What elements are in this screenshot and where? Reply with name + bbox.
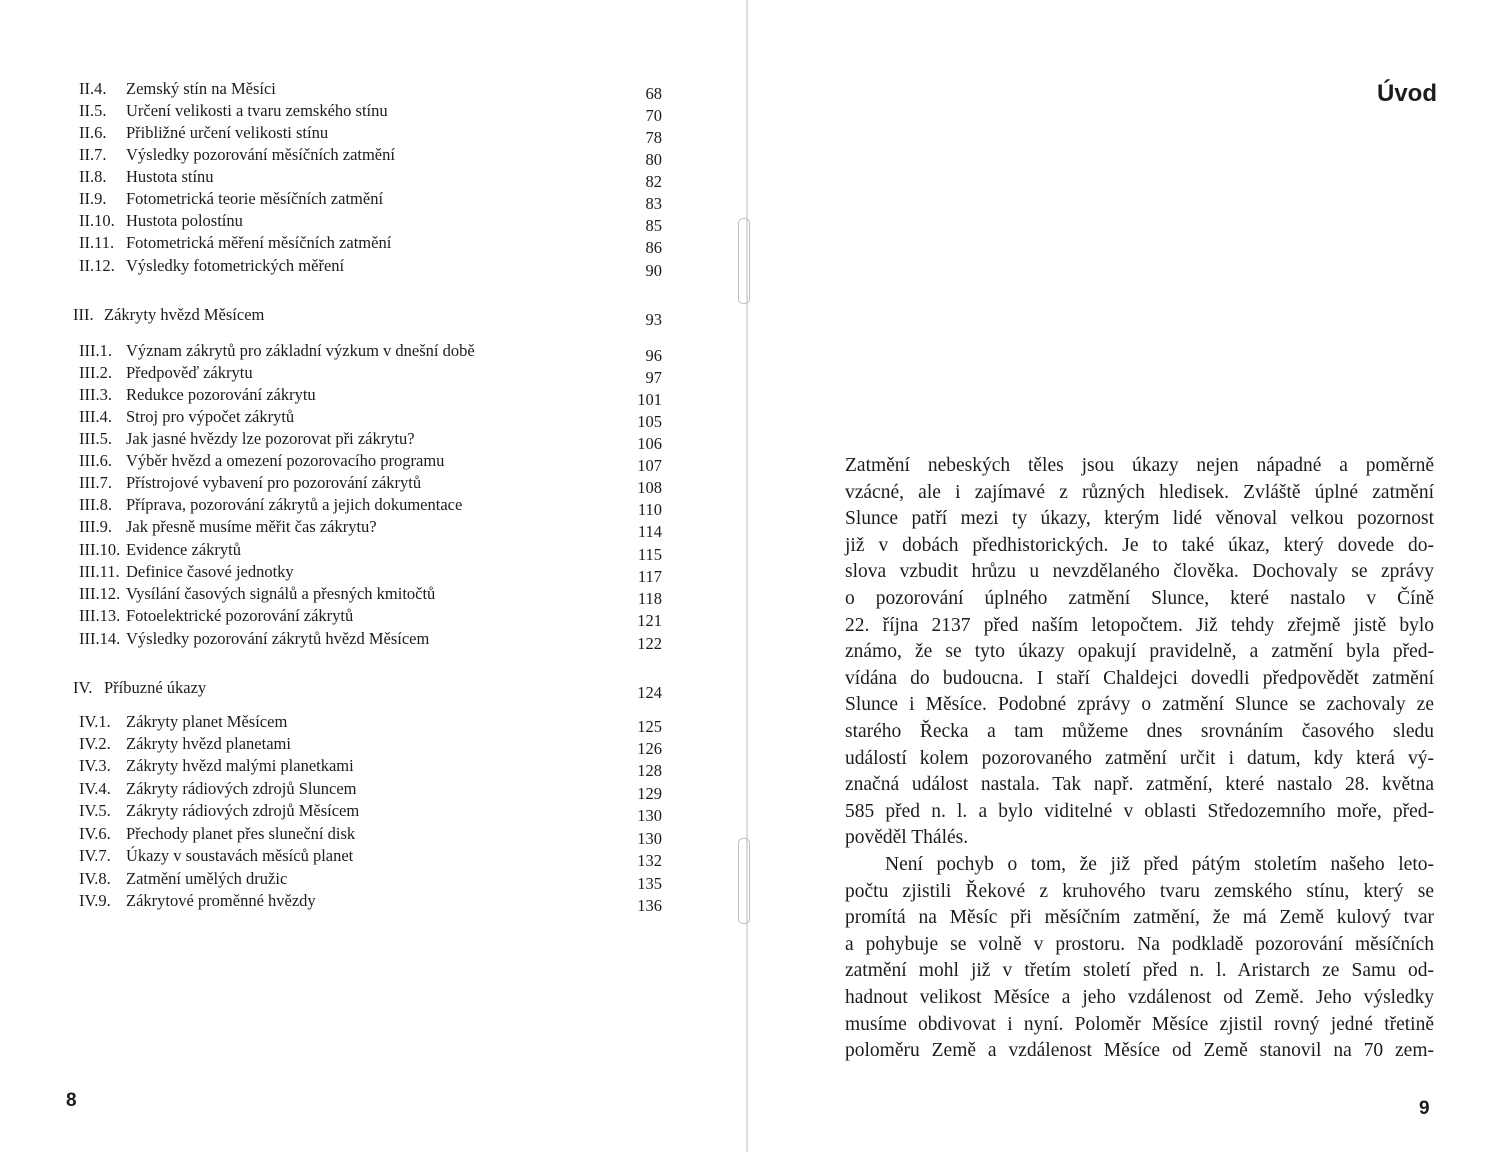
toc-entry-page: 129 — [637, 784, 662, 803]
toc-entry-number: III.11. — [79, 562, 120, 581]
toc-entry-number: III.6. — [79, 451, 112, 470]
body-text-line: poloměru Země a vzdálenost Měsíce od Země stanovil na 70 zem- — [845, 1040, 1434, 1062]
toc-entry-title: Hustota polostínu — [126, 211, 243, 230]
toc-entry — [0, 450, 680, 475]
toc-entry-number: II.12. — [79, 256, 115, 275]
toc-entry-page: 106 — [637, 434, 662, 453]
toc-entry — [0, 539, 680, 564]
toc-entry-number: III.4. — [79, 407, 112, 426]
toc-entry-title: Zatmění umělých družic — [126, 869, 288, 888]
toc-entry — [0, 144, 680, 169]
toc-entry-page: 85 — [645, 216, 662, 235]
toc-entry — [0, 628, 680, 653]
toc-entry-number: III.12. — [79, 584, 121, 603]
toc-entry-title: Přechody planet přes sluneční disk — [126, 824, 356, 843]
toc-entry-page: 107 — [637, 456, 662, 475]
body-text-line: počtu zjistili Řekové z kruhového tvaru zemského stínu, který se — [845, 880, 1434, 902]
binding-mark — [738, 838, 750, 924]
toc-entry — [0, 406, 680, 431]
toc-entry-page: 101 — [637, 390, 662, 409]
toc-entry-page: 132 — [637, 851, 662, 870]
toc-entry-title: Hustota stínu — [126, 167, 214, 186]
body-text-line: promítá na Měsíc při měsíčním zatmění, že má Země kulový tvar — [845, 907, 1434, 929]
body-text-line: událostí kolem pozorovaného zatmění určit i datum, kdy která vý- — [845, 747, 1434, 769]
toc-entry-title: Zákryty hvězd planetami — [126, 734, 291, 753]
toc-entry-page: 128 — [637, 761, 662, 780]
book-gutter — [746, 0, 748, 1152]
toc-entry — [0, 188, 680, 213]
toc-entry — [0, 340, 680, 365]
toc-entry — [0, 733, 680, 758]
body-text-line: vzácné, ale i zajímavé z různých hledisek. Zvláště úplné zatmění — [845, 481, 1434, 503]
toc-entry-number: III.1. — [79, 341, 112, 360]
toc-entry-number: IV.9. — [79, 891, 111, 910]
body-text-line: Není pochyb o tom, že již před pátým stoletím našeho leto- — [885, 854, 1434, 875]
toc-entry-number: II.9. — [79, 189, 107, 208]
toc-entry-number: III.7. — [79, 473, 112, 492]
toc-entry — [0, 845, 680, 870]
toc-entry-title: Fotoelektrické pozorování zákrytů — [126, 606, 354, 625]
toc-entry-number: III.3. — [79, 385, 112, 404]
body-text-line: Slunce i Měsíce. Podobné zprávy o zatmění Slunce se zachovaly ze — [845, 694, 1434, 716]
body-text-line: starého Řecka a tam můžeme dnes srovnáním časového sledu — [845, 721, 1434, 742]
toc-entry — [0, 755, 680, 780]
toc-entry-title: Zákrytové proměnné hvězdy — [126, 891, 316, 910]
toc-entry-title: Výsledky fotometrických měření — [126, 256, 345, 275]
toc-entry-number: IV.2. — [79, 734, 111, 753]
body-text-line: Slunce patří mezi ty úkazy, kterým lidé věnoval velkou pozornost — [845, 508, 1434, 530]
toc-entry-title: Příprava, pozorování zákrytů a jejich dokumentace — [126, 495, 463, 514]
toc-entry-title: Výběr hvězd a omezení pozorovacího programu — [126, 451, 445, 470]
toc-entry — [0, 890, 680, 915]
body-text-line: musíme obdivovat i nyní. Poloměr Měsíce zjistil rovný jedné třetině — [845, 1013, 1434, 1035]
toc-entry-title: Vysílání časových signálů a přesných kmitočtů — [126, 584, 436, 603]
toc-part-entry — [0, 304, 680, 329]
toc-entry-number: IV.1. — [79, 712, 111, 731]
toc-part-entry — [0, 677, 680, 702]
toc-entry-number: IV.7. — [79, 846, 111, 865]
toc-entry-page: 122 — [637, 634, 662, 653]
body-text-line: 585 před n. l. a bylo viditelné v oblasti Středozemního moře, před- — [845, 800, 1434, 822]
toc-entry — [0, 384, 680, 409]
toc-entry-page: 117 — [637, 567, 662, 586]
toc-entry — [0, 711, 680, 736]
toc-entry-page: 80 — [645, 150, 662, 169]
toc-entry — [0, 122, 680, 147]
toc-entry-page: 105 — [637, 412, 662, 431]
toc-entry — [0, 210, 680, 235]
toc-entry-number: IV.8. — [79, 869, 111, 888]
body-text-line: a pohybuje se volně v prostoru. Na podkladě pozorování měsíčních — [845, 933, 1434, 955]
toc-entry — [0, 100, 680, 125]
toc-entry-title: Zákryty rádiových zdrojů Měsícem — [126, 801, 360, 820]
toc-entry-number: IV.3. — [79, 756, 111, 775]
toc-entry — [0, 428, 680, 453]
toc-entry — [0, 232, 680, 257]
toc-entry-page: 124 — [637, 683, 662, 702]
toc-entry-title: Zákryty rádiových zdrojů Sluncem — [126, 779, 357, 798]
toc-entry-number: III.8. — [79, 495, 112, 514]
toc-entry — [0, 583, 680, 608]
toc-entry-number: II.6. — [79, 123, 107, 142]
toc-entry-title: Evidence zákrytů — [126, 540, 241, 559]
toc-entry-number: III. — [73, 305, 94, 324]
toc-entry-page: 130 — [637, 806, 662, 825]
toc-entry-page: 135 — [637, 874, 662, 893]
toc-entry-title: Výsledky pozorování měsíčních zatmění — [126, 145, 395, 164]
toc-entry-page: 136 — [637, 896, 662, 915]
body-text-line: značná událost nastala. Tak např. zatmění, které nastalo 28. května — [845, 774, 1434, 796]
toc-entry-page: 93 — [645, 310, 662, 329]
toc-entry-title: Zemský stín na Měsíci — [126, 79, 276, 98]
toc-entry-page: 110 — [637, 500, 662, 519]
toc-entry-number: II.7. — [79, 145, 107, 164]
binding-mark — [738, 218, 750, 304]
body-text-line: Zatmění nebeských těles jsou úkazy nejen nápadné a poměrně — [845, 455, 1434, 476]
toc-entry-page: 70 — [645, 106, 662, 125]
toc-entry-number: II.11. — [79, 233, 115, 252]
toc-entry-title: Přístrojové vybavení pro pozorování zákrytů — [126, 473, 422, 492]
body-text-line: hadnout velikost Měsíce a jeho vzdálenost od Země. Jeho výsledky — [845, 987, 1434, 1008]
toc-entry — [0, 166, 680, 191]
toc-entry-title: Stroj pro výpočet zákrytů — [126, 407, 295, 426]
toc-entry — [0, 516, 680, 541]
toc-entry-title: Úkazy v soustavách měsíců planet — [126, 846, 354, 865]
toc-entry-page: 126 — [637, 739, 662, 758]
toc-entry-page: 108 — [637, 478, 662, 497]
toc-entry-title: Definice časové jednotky — [126, 562, 294, 581]
toc-entry-page: 82 — [645, 172, 662, 191]
body-text-line: známo, že se tyto úkazy opakují pravidelně, a zatmění byla před- — [845, 641, 1434, 663]
body-text-line: o pozorování úplného zatmění Slunce, které nastalo v Číně — [845, 588, 1434, 609]
toc-entry — [0, 800, 680, 825]
toc-entry-title: Příbuzné úkazy — [104, 678, 207, 697]
toc-entry-page: 68 — [645, 84, 662, 103]
toc-entry — [0, 561, 680, 586]
toc-entry — [0, 494, 680, 519]
toc-entry-number: IV. — [73, 678, 93, 697]
toc-entry-title: Jak přesně musíme měřit čas zákrytu? — [126, 517, 377, 536]
toc-entry — [0, 868, 680, 893]
toc-entry-title: Předpověď zákrytu — [126, 363, 253, 382]
toc-entry-page: 114 — [637, 522, 662, 541]
toc-entry-page: 118 — [637, 589, 662, 608]
toc-entry-page: 121 — [637, 611, 662, 630]
toc-entry-number: III.13. — [79, 606, 121, 625]
toc-entry-page: 90 — [645, 261, 662, 280]
toc-entry-page: 130 — [637, 829, 662, 848]
toc-entry-number: II.4. — [79, 79, 107, 98]
toc-entry-title: Zákryty planet Měsícem — [126, 712, 288, 731]
toc-entry-number: III.10. — [79, 540, 121, 559]
toc-entry-page: 96 — [645, 346, 662, 365]
toc-entry-page: 125 — [637, 717, 662, 736]
toc-entry-page: 83 — [645, 194, 662, 213]
toc-entry-title: Zákryty hvězd Měsícem — [104, 305, 265, 324]
right-page-number: 9 — [1419, 1098, 1430, 1119]
body-text-line: slova vzbudit hrůzu u nevzdělaného člověka. Dochovaly se zprávy — [845, 561, 1434, 583]
toc-entry-number: III.9. — [79, 517, 112, 536]
toc-entry — [0, 255, 680, 280]
toc-entry-number: II.10. — [79, 211, 115, 230]
toc-entry-title: Fotometrická měření měsíčních zatmění — [126, 233, 392, 252]
toc-entry-number: IV.4. — [79, 779, 111, 798]
toc-entry-title: Zákryty hvězd malými planetkami — [126, 756, 354, 775]
toc-entry-title: Přibližné určení velikosti stínu — [126, 123, 329, 142]
toc-entry-number: III.14. — [79, 629, 121, 648]
toc-entry — [0, 362, 680, 387]
toc-entry-title: Význam zákrytů pro základní výzkum v dnešní době — [126, 341, 475, 360]
body-text-line: vídána do budoucna. I staří Chaldejci dovedli předpovědět zatmění — [845, 667, 1434, 689]
toc-entry-page: 78 — [645, 128, 662, 147]
toc-entry-number: II.8. — [79, 167, 107, 186]
toc-entry — [0, 78, 680, 103]
toc-entry-number: IV.6. — [79, 824, 111, 843]
toc-entry-number: II.5. — [79, 101, 107, 120]
toc-entry-number: IV.5. — [79, 801, 111, 820]
toc-entry-title: Určení velikosti a tvaru zemského stínu — [126, 101, 388, 120]
toc-entry-number: III.2. — [79, 363, 112, 382]
body-text-line: zatmění mohl již v třetím století před n. l. Aristarch ze Samu od- — [845, 960, 1434, 982]
chapter-heading: Úvod — [1377, 80, 1437, 107]
body-text-line: 22. října 2137 před naším letopočtem. Již tehdy zřejmě jistě bylo — [845, 614, 1434, 636]
toc-entry-title: Jak jasné hvězdy lze pozorovat při zákrytu? — [126, 429, 415, 448]
toc-entry — [0, 823, 680, 848]
toc-entry — [0, 472, 680, 497]
toc-entry-page: 86 — [645, 238, 662, 257]
toc-entry-number: III.5. — [79, 429, 112, 448]
left-page-number: 8 — [66, 1090, 77, 1111]
toc-entry-title: Fotometrická teorie měsíčních zatmění — [126, 189, 384, 208]
toc-entry-page: 115 — [637, 545, 662, 564]
toc-entry-page: 97 — [645, 368, 662, 387]
body-text-line: pověděl Thálés. — [845, 827, 969, 849]
body-text-line: již v dobách předhistorických. Je to také úkaz, který dovede do- — [845, 534, 1434, 556]
toc-entry-title: Redukce pozorování zákrytu — [126, 385, 316, 404]
toc-entry — [0, 605, 680, 630]
toc-entry-title: Výsledky pozorování zákrytů hvězd Měsícem — [126, 629, 430, 648]
toc-entry — [0, 778, 680, 803]
